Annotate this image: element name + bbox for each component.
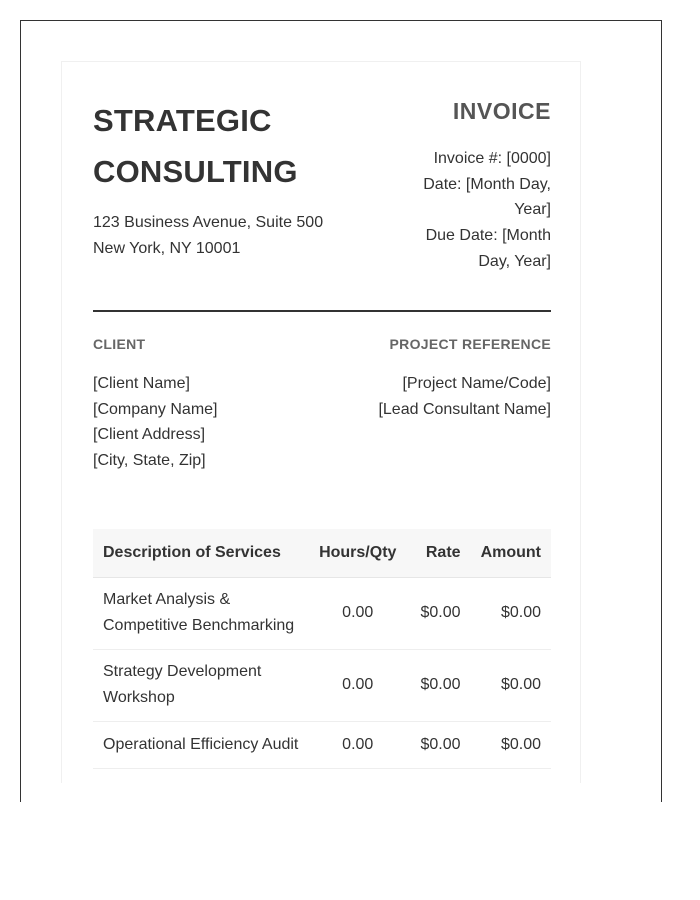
service-description: Strategy Development Workshop — [93, 649, 309, 721]
table-row — [93, 649, 551, 721]
company-address — [93, 210, 353, 262]
column-header-description: Description of Services — [93, 529, 309, 577]
column-header-rate: Rate — [406, 529, 470, 577]
column-header-hours-qty: Hours/Qty — [309, 529, 406, 577]
client-label: CLIENT — [93, 336, 146, 352]
column-header-amount: Amount — [471, 529, 551, 577]
service-rate: $0.00 — [406, 649, 470, 721]
service-qty: 0.00 — [309, 577, 406, 649]
invoice-date: Date: [Month Day, Year] — [423, 175, 551, 219]
invoice-meta — [401, 146, 551, 275]
client-city: [City, State, Zip] — [93, 452, 206, 470]
table-header-row — [93, 529, 551, 577]
services-table — [93, 529, 551, 769]
project-name: [Project Name/Code] — [402, 375, 551, 392]
invoice-header — [93, 62, 551, 312]
header-divider — [93, 310, 551, 312]
project-reference-label: PROJECT REFERENCE — [389, 336, 551, 352]
invoice-document — [61, 61, 581, 783]
service-rate: $0.00 — [406, 721, 470, 768]
service-amount: $0.00 — [471, 649, 551, 721]
company-name: STRATEGIC CONSULTING — [93, 103, 298, 189]
company-address-line1: 123 Business Avenue, Suite 500 — [93, 214, 324, 231]
invoice-title: INVOICE — [452, 98, 551, 124]
service-description: Operational Efficiency Audit — [93, 721, 309, 768]
client-name: [Client Name] — [93, 375, 190, 392]
service-qty: 0.00 — [309, 721, 406, 768]
client-address: [Client Address] — [93, 426, 206, 444]
service-amount: $0.00 — [471, 577, 551, 649]
service-rate: $0.00 — [406, 577, 470, 649]
service-qty: 0.00 — [309, 649, 406, 721]
service-amount: $0.00 — [471, 721, 551, 768]
project-details — [311, 371, 551, 422]
invoice-content — [93, 62, 551, 753]
invoice-number: Invoice #: [0000] — [433, 150, 551, 167]
lead-consultant: [Lead Consultant Name] — [378, 400, 551, 418]
client-details — [93, 371, 333, 474]
client-company: [Company Name] — [93, 400, 218, 418]
company-address-line2: New York, NY 10001 — [93, 240, 241, 257]
service-description: Market Analysis & Competitive Benchmarking — [93, 577, 309, 649]
table-row — [93, 577, 551, 649]
table-row — [93, 721, 551, 768]
invoice-due-date: Due Date: [Month Day, Year] — [425, 227, 551, 270]
